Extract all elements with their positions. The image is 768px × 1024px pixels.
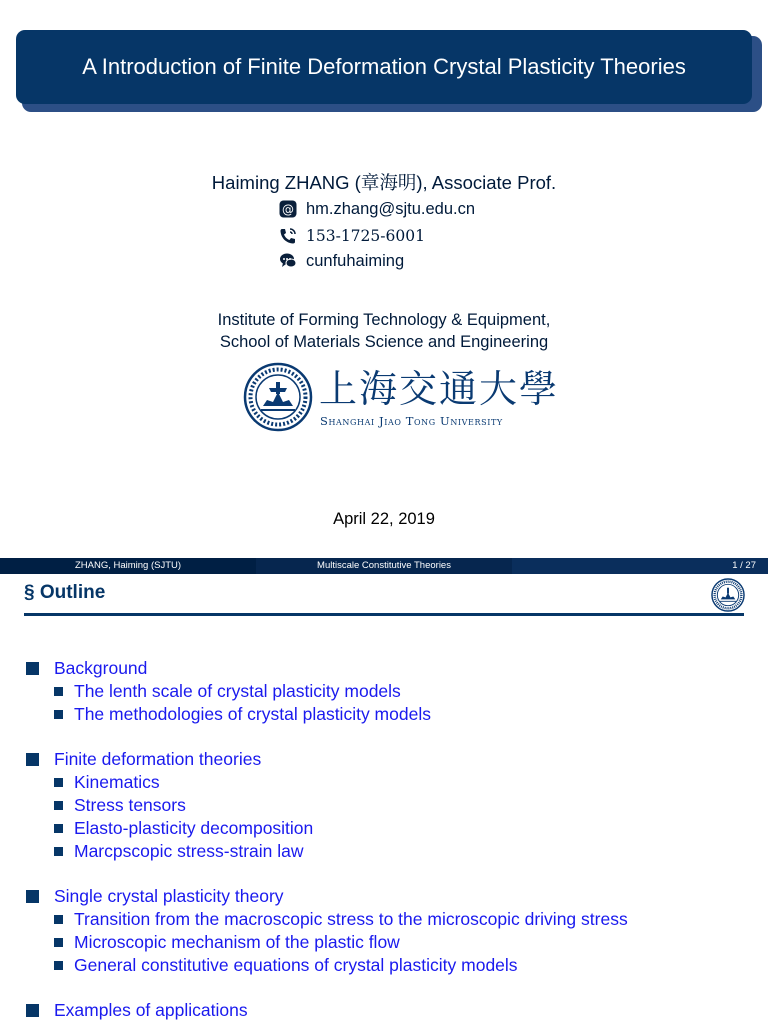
institute-line-1: Institute of Forming Technology & Equipment, xyxy=(217,311,551,329)
phone-line xyxy=(278,226,425,246)
university-name-cn: 上海交通大學 xyxy=(319,367,560,411)
outline-subsection-label: The lenth scale of crystal plasticity models xyxy=(74,681,401,701)
university-seal-icon xyxy=(243,362,313,432)
footline-author: ZHANG, Haiming (SJTU) xyxy=(0,558,256,574)
outline-section[interactable] xyxy=(26,658,147,679)
at-icon xyxy=(278,199,298,219)
outline-subsection[interactable] xyxy=(54,909,628,930)
outline-subsection[interactable] xyxy=(54,795,186,816)
bullet-square-icon xyxy=(54,847,63,856)
outline-subsection-label: Microscopic mechanism of the plastic flow xyxy=(74,932,400,952)
svg-text:@: @ xyxy=(282,202,294,217)
outline-subsection-label: The methodologies of crystal plasticity models xyxy=(74,704,431,724)
outline-subsection[interactable] xyxy=(54,841,304,862)
bullet-square-icon xyxy=(54,710,63,719)
university-logo xyxy=(243,362,560,434)
chat-icon xyxy=(278,251,298,271)
footline-talk-title: Multiscale Constitutive Theories xyxy=(256,558,512,574)
wechat-line xyxy=(278,251,404,271)
outline-section-label: Background xyxy=(54,658,148,678)
university-seal-icon xyxy=(711,578,745,612)
outline-subsection-label: General constitutive equations of crystal plasticity models xyxy=(74,955,518,975)
outline-section[interactable] xyxy=(26,1000,248,1021)
bullet-square-icon xyxy=(54,938,63,947)
bullet-square-icon xyxy=(54,687,63,696)
phone-text: 153-1725-6001 xyxy=(306,227,425,245)
outline-subsection-label: Stress tensors xyxy=(74,795,186,815)
outline-subsection-label: Marcpscopic stress-strain law xyxy=(74,841,304,861)
outline-section-label: Single crystal plasticity theory xyxy=(54,886,284,906)
university-name-en: Shanghai Jiao Tong University xyxy=(320,414,503,428)
email-line xyxy=(278,199,475,219)
outline-subsection[interactable] xyxy=(54,681,401,702)
outline-subsection[interactable] xyxy=(54,704,431,725)
bullet-square-icon xyxy=(26,662,39,675)
bullet-square-icon xyxy=(26,890,39,903)
bullet-square-icon xyxy=(26,753,39,766)
footline xyxy=(0,558,768,574)
email-text: hm.zhang@sjtu.edu.cn xyxy=(306,199,476,218)
outline-subsection-label: Elasto-plasticity decomposition xyxy=(74,818,314,838)
outline-section[interactable] xyxy=(26,886,284,907)
frame-title: § Outline xyxy=(24,582,106,603)
bullet-square-icon xyxy=(54,801,63,810)
frame-title-rule xyxy=(24,613,744,616)
title-box xyxy=(16,30,752,104)
outline-section-label: Examples of applications xyxy=(54,1000,248,1020)
bullet-square-icon xyxy=(54,824,63,833)
author-name: Haiming ZHANG (章海明), Associate Prof. xyxy=(211,172,557,193)
outline-subsection[interactable] xyxy=(54,955,518,976)
outline-section[interactable] xyxy=(26,749,261,770)
outline-subsection[interactable] xyxy=(54,772,160,793)
phone-icon xyxy=(278,226,298,246)
presentation-date: April 22, 2019 xyxy=(333,510,435,528)
bullet-square-icon xyxy=(54,778,63,787)
footline-page-number: 1 / 27 xyxy=(512,558,768,574)
bullet-square-icon xyxy=(54,915,63,924)
bullet-square-icon xyxy=(26,1004,39,1017)
wechat-text: cunfuhaiming xyxy=(306,251,405,270)
outline-subsection[interactable] xyxy=(54,932,400,953)
institute-line-2: School of Materials Science and Engineering xyxy=(219,333,549,351)
outline-subsection-label: Transition from the macroscopic stress to the microscopic driving stress xyxy=(74,909,628,929)
outline-subsection-label: Kinematics xyxy=(74,772,160,792)
outline-subsection[interactable] xyxy=(54,818,313,839)
bullet-square-icon xyxy=(54,961,63,970)
outline-section-label: Finite deformation theories xyxy=(54,749,262,769)
slide-title: A Introduction of Finite Deformation Crystal Plasticity Theories xyxy=(82,54,686,79)
